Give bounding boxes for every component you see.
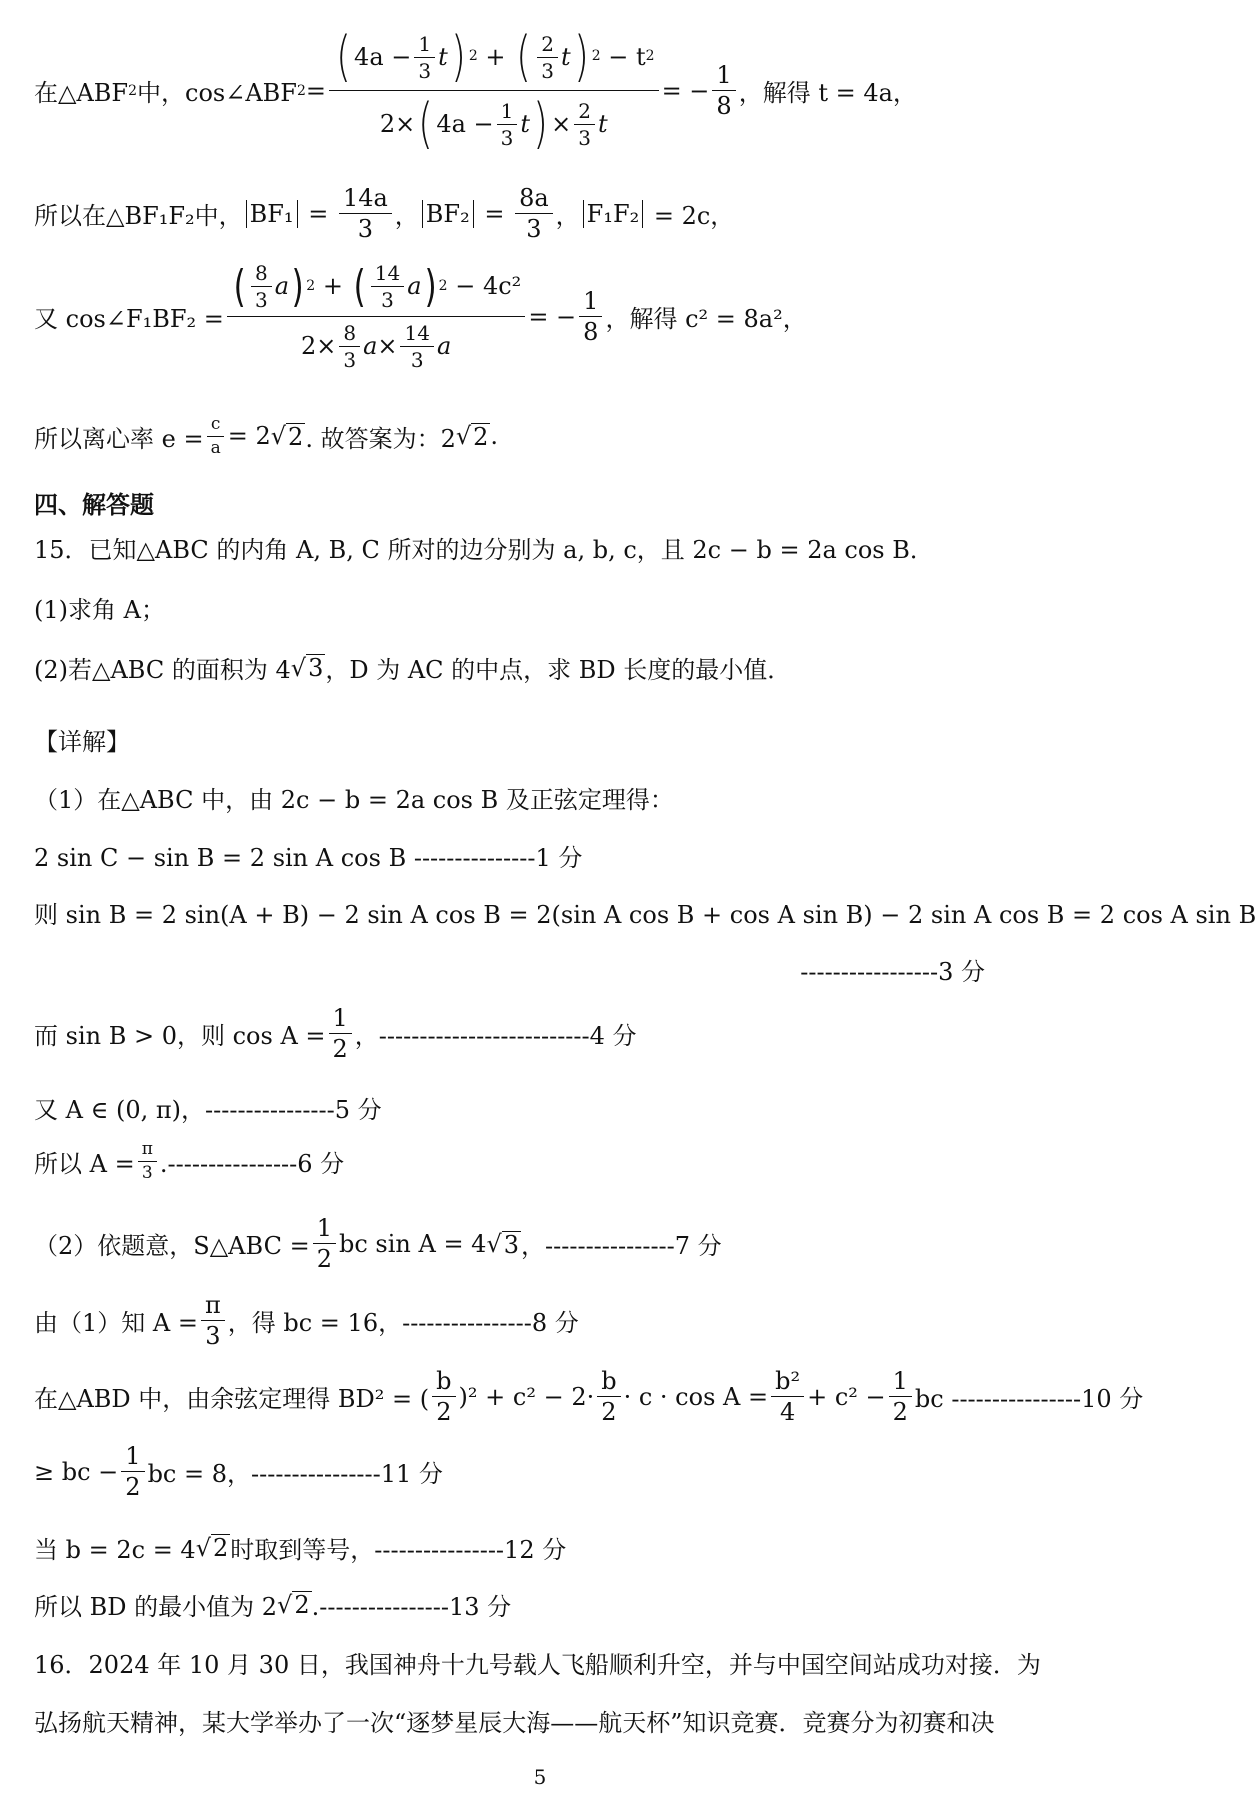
abs-value: BF₁	[246, 200, 298, 228]
sqrt-radicand: 2	[294, 1591, 310, 1620]
text: = 2c，	[653, 202, 735, 231]
frac-den: 3	[418, 58, 432, 83]
text: .----------------13 分	[311, 1593, 512, 1621]
page-number: 5	[533, 1765, 547, 1789]
frac-den: 3	[541, 58, 554, 83]
abs-value: BF₂	[422, 200, 474, 228]
text: 4a −	[354, 42, 412, 71]
frac-num: 1	[712, 62, 735, 91]
problem-16-line2: 弘扬航天精神，某大学举办了一次“逐梦星辰大海——航天杯”知识竞赛．竞赛分为初赛和决	[34, 1709, 995, 1737]
text: =	[305, 76, 326, 105]
var: t	[438, 42, 448, 71]
text: − 4c²	[455, 272, 522, 301]
frac-num: b	[597, 1368, 620, 1397]
text: bc = 8，----------------11 分	[147, 1460, 443, 1489]
problem-15-stem: 15．已知△ABC 的内角 A, B, C 所对的边分别为 a, b, c，且 2c − b = 2a cos B．	[34, 536, 934, 564]
frac-den: a	[210, 437, 221, 458]
problem-16-line1: 16．2024 年 10 月 30 日，我国神舟十九号载人飞船顺利升空，并与中国空间站成功对接．为	[34, 1651, 1041, 1679]
frac-num: 2	[537, 33, 558, 58]
text: − t	[608, 42, 646, 71]
frac-num: b²	[771, 1368, 804, 1397]
abs-value: F₁F₂	[583, 200, 644, 228]
frac-num: 8	[251, 262, 272, 287]
text: bc ----------------10 分	[914, 1385, 1144, 1414]
frac-den: 3	[255, 288, 268, 312]
frac-den: 3	[526, 215, 542, 244]
frac-den: 2	[332, 1035, 348, 1064]
equation-cos-f1bf2: 又 cos∠F₁BF₂ = ( $\frac{8}{3}$ a ) 2 + ( $\frac{14}{3}$ a ) 2 − 4c² 2× $\frac{8}{3}$ a × $\frac{14}{3}$ a = − $\frac{1}{8}$ ，解得 c² = 8a²，	[34, 260, 807, 372]
big-fraction: ( $\frac{8}{3}$ a ) 2 + ( $\frac{14}{3}$ a ) 2 − 4c² 2× $\frac{8}{3}$ a × $\frac{14}{3}$ a	[227, 262, 525, 371]
frac-den: 2	[125, 1473, 141, 1502]
text: . 故答案为：2	[305, 424, 456, 453]
section-heading: 四、解答题	[34, 491, 154, 519]
score-mark-3: -----------------3 分	[800, 958, 985, 986]
text: = −	[528, 302, 577, 331]
text: 所以离心率 e =	[34, 424, 204, 453]
sqrt-radicand: 2	[473, 422, 489, 451]
text: )² + c² − 2·	[458, 1382, 595, 1411]
solution-step-1: （1）在△ABC 中，由 2c − b = 2a cos B 及正弦定理得：	[34, 786, 674, 814]
problem-15-q1: (1)求角 A；	[34, 596, 165, 624]
solution-step-11: 当 b = 2c = 4 √ 2 时取到等号，----------------12 分	[34, 1530, 566, 1565]
solution-step-3: 则 sin B = 2 sin(A + B) − 2 sin A cos B = 2(sin A cos B + cos A sin B) − 2 sin A cos B = 2 cos A sin B	[34, 901, 1256, 929]
text: = 2	[227, 422, 271, 451]
solution-step-12: 所以 BD 的最小值为 2 √ 2 .----------------13 分	[34, 1587, 511, 1622]
solution-step-8	[34, 1292, 579, 1350]
frac-num: 14	[371, 262, 404, 287]
problem-15-q2: (2)若△ABC 的面积为 4 √ 3 ，D 为 AC 的中点，求 BD 长度的最小值．	[34, 650, 791, 685]
line-eccentricity: 所以离心率 e = $\frac{c}{a}$ = 2 √ 2 . 故答案为：2 √ 2 .	[34, 414, 499, 458]
text: · c · cos A =	[623, 1382, 769, 1411]
frac-den: 2	[601, 1398, 617, 1427]
frac-den: 4	[779, 1398, 796, 1427]
text: ×	[551, 109, 572, 138]
text: ，解得 c² = 8a²，	[605, 305, 807, 333]
text: ，D 为 AC 的中点，求 BD 长度的最小值．	[325, 656, 792, 684]
text: 时取到等号，----------------12 分	[230, 1536, 567, 1564]
solution-step-5: 又 A ∈ (0, π)，----------------5 分	[34, 1096, 382, 1124]
frac-num: 1	[414, 33, 435, 58]
equation-cos-abf2	[34, 25, 917, 155]
big-fraction: ( 4a − $\frac{1}{3}$ t ) 2 + ( $\frac{2}{3}$ t ) 2 − t 2 2× ( 4a − $\frac{1}{3}$ t ) × $\frac{2}{3}$ t	[329, 30, 659, 151]
sqrt-radicand: 2	[213, 1534, 229, 1563]
solution-step-6	[34, 1140, 344, 1182]
text: .----------------6 分	[159, 1149, 345, 1178]
line-bf1f2: 所以在△BF₁F₂中， BF₁ = $\frac{14a}{3}$ ， BF₂ = $\frac{8a}{3}$ ， F₁F₂ = 2c，	[34, 184, 735, 244]
sqrt-radicand: 3	[308, 654, 324, 683]
text: 而 sin B > 0，则 cos A =	[34, 1022, 326, 1051]
frac-den: 8	[716, 92, 732, 120]
text: 当 b = 2c = 4	[34, 1536, 196, 1564]
text: = −	[661, 76, 710, 105]
frac-num: b	[432, 1368, 455, 1397]
text: 中，cos∠ABF	[137, 79, 297, 107]
frac-num: 1	[313, 1215, 336, 1244]
frac-den: 3	[205, 1322, 221, 1351]
sqrt-radicand: 3	[503, 1230, 520, 1259]
text: 4a −	[436, 109, 494, 138]
frac-num: 14a	[339, 185, 392, 214]
text: ，得 bc = 16，----------------8 分	[227, 1309, 579, 1338]
text: 所以 A =	[34, 1149, 135, 1178]
solution-step-9	[34, 1368, 1143, 1426]
frac-den: 2	[316, 1245, 332, 1274]
var: t	[560, 42, 571, 71]
sub: 2	[296, 82, 306, 99]
frac-num: 1	[121, 1443, 144, 1472]
text: ，--------------------------4 分	[354, 1022, 637, 1051]
text: + c² −	[807, 1382, 886, 1411]
text: bc sin A = 4	[338, 1229, 487, 1258]
frac-den: 2	[436, 1398, 452, 1427]
text: .	[490, 422, 499, 451]
frac-num: 1	[889, 1368, 912, 1397]
text: 2×	[379, 109, 416, 138]
solution-step-7: （2）依题意，S△ABC = $\frac{1}{2}$ bc sin A = 4 √ 3 ，----------------7 分	[34, 1214, 722, 1274]
solution-step-10	[34, 1443, 443, 1501]
frac-num: π	[138, 1140, 157, 1162]
text: ，----------------7 分	[521, 1232, 722, 1261]
text: 在△ABD 中，由余弦定理得 BD² = (	[34, 1385, 430, 1414]
sub: 2	[128, 82, 137, 99]
text: 2×	[300, 332, 337, 361]
text: 在△ABF	[34, 79, 129, 107]
frac-num: 1	[329, 1005, 352, 1034]
frac-num: 8a	[515, 185, 553, 214]
text: ，解得 t = 4a，	[738, 79, 917, 107]
frac-num: π	[201, 1292, 225, 1321]
frac-den: 3	[357, 215, 373, 244]
frac-num: c	[207, 415, 225, 437]
text: 所以在△BF₁F₂中，	[34, 202, 243, 231]
frac-den: 2	[892, 1398, 908, 1427]
text: 由（1）知 A =	[34, 1309, 198, 1338]
solution-step-2: 2 sin C − sin B = 2 sin A cos B ---------------1 分	[34, 844, 583, 872]
text: 又 cos∠F₁BF₂ =	[34, 305, 224, 333]
text: ≥ bc −	[34, 1457, 119, 1486]
frac-den: 3	[141, 1162, 153, 1183]
text: （2）依题意，S△ABC =	[34, 1232, 310, 1261]
var: a	[274, 272, 290, 301]
solution-step-4	[34, 1005, 637, 1063]
text: ×	[377, 332, 398, 361]
text: 所以 BD 的最小值为 2	[34, 1593, 278, 1621]
sqrt-radicand: 2	[288, 422, 304, 451]
text: (2)若△ABC 的面积为 4	[34, 656, 291, 684]
detail-heading: 【详解】	[34, 728, 130, 756]
